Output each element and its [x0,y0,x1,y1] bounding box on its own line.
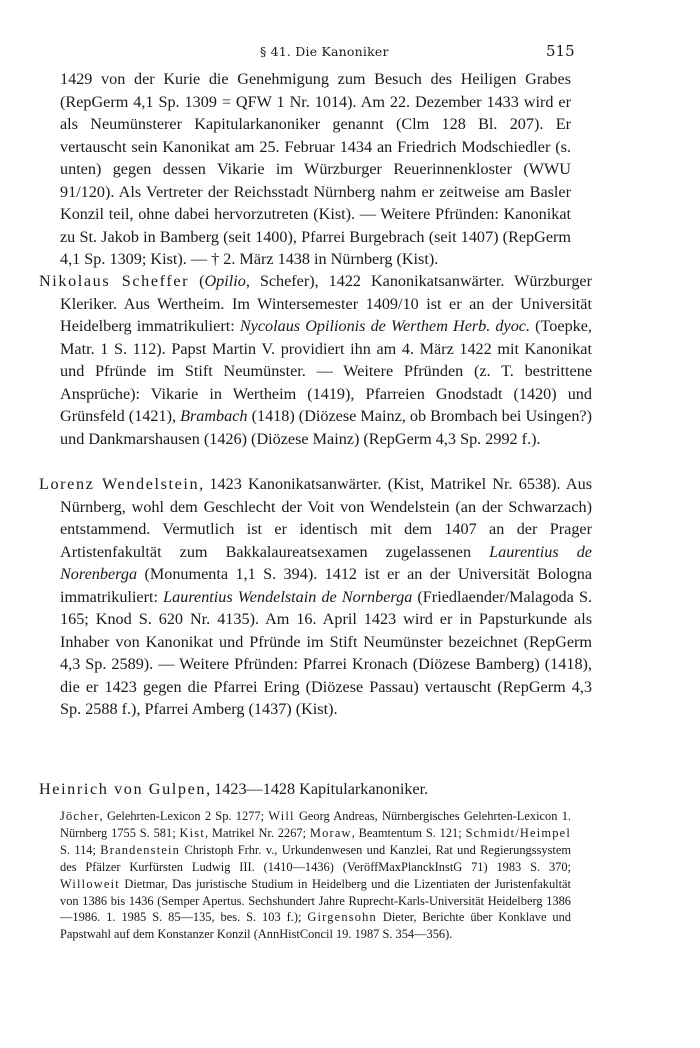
page-number: 515 [546,42,575,60]
bib-author: Schmidt/Heimpel [465,825,571,840]
bib-text: Dietmar, Das juristische Studium in Heidelberg und die Lizentiaten der Juristenfakultät von 1386 bis 1436 (Semper Apertus. Sechshundert Jahre Ruprecht-Karls-Universität Heidelberg 1386—1986. 1. 1985 S. 85—135, bes. S. 103 f.); [60,876,571,925]
bib-text: Dieter, Berichte über Konklave und Papstwahl auf dem Konstanzer Konzil (AnnHistConcil 19. 1987 S. 354—356). [60,910,571,942]
entry-name: Nikolaus Scheffer [39,272,190,290]
entry-latin: Nycolaus Opilionis de Werthem Herb. dyoc. [239,317,531,335]
entry-latin: Laurentius de Norenberga [60,542,592,583]
entry-alias: Opilio [204,272,246,290]
bib-author: Kist [179,825,205,840]
entry-latin: Brambach [180,407,248,425]
entry-lorenz-wendelstein [39,473,592,721]
entry-name: Heinrich von Gulpen [39,780,207,798]
running-head: § 41. Die Kanoniker [260,44,389,59]
bib-author: Moraw [309,825,352,840]
bib-text: S. 114; [60,842,101,857]
entry-text: , 1423 Kanonikatsanwärter. (Kist, Matrikel Nr. 6538). Aus Nürnberg, wohl dem Geschlecht der Voit von Wendelstein (an der Schwarzach) entstammend. Vermutlich ist er identisch mit dem 1407 an der Prager Artistenfakultät zum Bakkalaureatsexamen zugelassenen [60,475,592,561]
continuation-paragraph [39,68,571,271]
bib-text: , Beamtentum S. 121; [351,825,466,840]
entry-text: (Toepke, Matr. 1 S. 112). Papst Martin V. providiert ihn am 4. März 1422 mit Kanonikat und Pfründe im Stift Neumünster. — Weitere Pfründen (z. T. bestrittene Ansprüche): Vikarie in Wertheim (1419), Pfarreien Gnodstadt (1420) und Grünsfeld (1421), [60,317,592,425]
continuation-text: 1429 von der Kurie die Genehmigung zum Besuch des Heiligen Grabes (RepGerm 4,1 Sp. 1309 = QFW 1 Nr. 1014). Am 22. Dezember 1433 wird er als Neumünsterer Kapitularkanoniker genannt (Clm 128 Bl. 207). Er vertauscht sein Kanonikat am 25. Februar 1434 an Friedrich Modschiedler (s. unten) gegen dessen Vikarie im Würzburger Reuerinnenkloster (WWU 91/120). Als Vertreter der Reichsstadt Nürnberg nahm er zeitweise am Basler Konzil teil, ohne dabei hervorzutreten (Kist). — Weitere Pfründen: Kanonikat zu St. Jakob in Bamberg (seit 1400), Pfarrei Burgebrach (seit 1407) (RepGerm 4,1 Sp. 1309; Kist). — † 2. März 1438 in Nürnberg (Kist). [60,70,571,268]
bib-author: Jöcher [60,809,100,823]
bib-text: , Gelehrten-Lexicon 2 Sp. 1277; [99,809,269,823]
entry-nikolaus-scheffer [39,270,592,450]
entry-text: (Friedlaender/Malagoda S. 165; Knod S. 620 Nr. 4135). Am 16. April 1423 wird er in Papsturkunde als Inhaber von Kanonikat und Pfründe im Stift Neumünster bezeichnet (RepGerm 4,3 Sp. 2589). — Weitere Pfründen: Pfarrei Kronach (Diözese Bamberg) (1418), die er 1423 gegen die Pfarrei Ering (Diözese Passau) vertauscht (RepGerm 4,3 Sp. 2588 f.), Pfarrei Amberg (1437) (Kist). [60,587,592,718]
entry-name: Lorenz Wendelstein [39,475,200,493]
bib-author: Girgensohn [307,910,377,925]
entry-text: , 1423—1428 Kapitularkanoniker. [206,780,429,798]
entry-text: (Monumenta 1,1 S. 394). 1412 ist er an der Universität Bologna immatrikuliert: [60,565,592,606]
bib-author: Will [268,809,295,823]
bib-text: , Matrikel Nr. 2267; [204,825,310,840]
bib-text: Christoph Frhr. v., Urkundenwesen und Kanzlei, Rat und Regierungssystem des Pfälzer Kurfürsten Ludwig III. (1410—1436) (VeröffMaxPlanckInstG 71) 1983 S. 370; [60,842,571,874]
entry-text: ( [189,272,205,290]
bib-author: Brandenstein [100,842,181,857]
entry-text: (1418) (Diözese Mainz, ob Brombach bei Usingen?) und Dankmarshausen (1426) (Diözese Mainz) (RepGerm 4,3 Sp. 2992 f.). [60,407,592,448]
entry-latin: Laurentius Wendelstain de Nornberga [163,587,413,606]
entry-heinrich-von-gulpen [39,778,592,801]
bib-author: Willoweit [60,876,120,891]
bibliography-note [60,808,571,943]
bib-text: Georg Andreas, Nürnbergisches Gelehrten-Lexicon 1. Nürnberg 1755 S. 581; [60,809,571,840]
entry-text: , Schefer), 1422 Kanonikatsanwärter. Würzburger Kleriker. Aus Wertheim. Im Wintersemester 1409/10 ist er an der Universität Heidelberg immatrikuliert: [60,272,593,335]
